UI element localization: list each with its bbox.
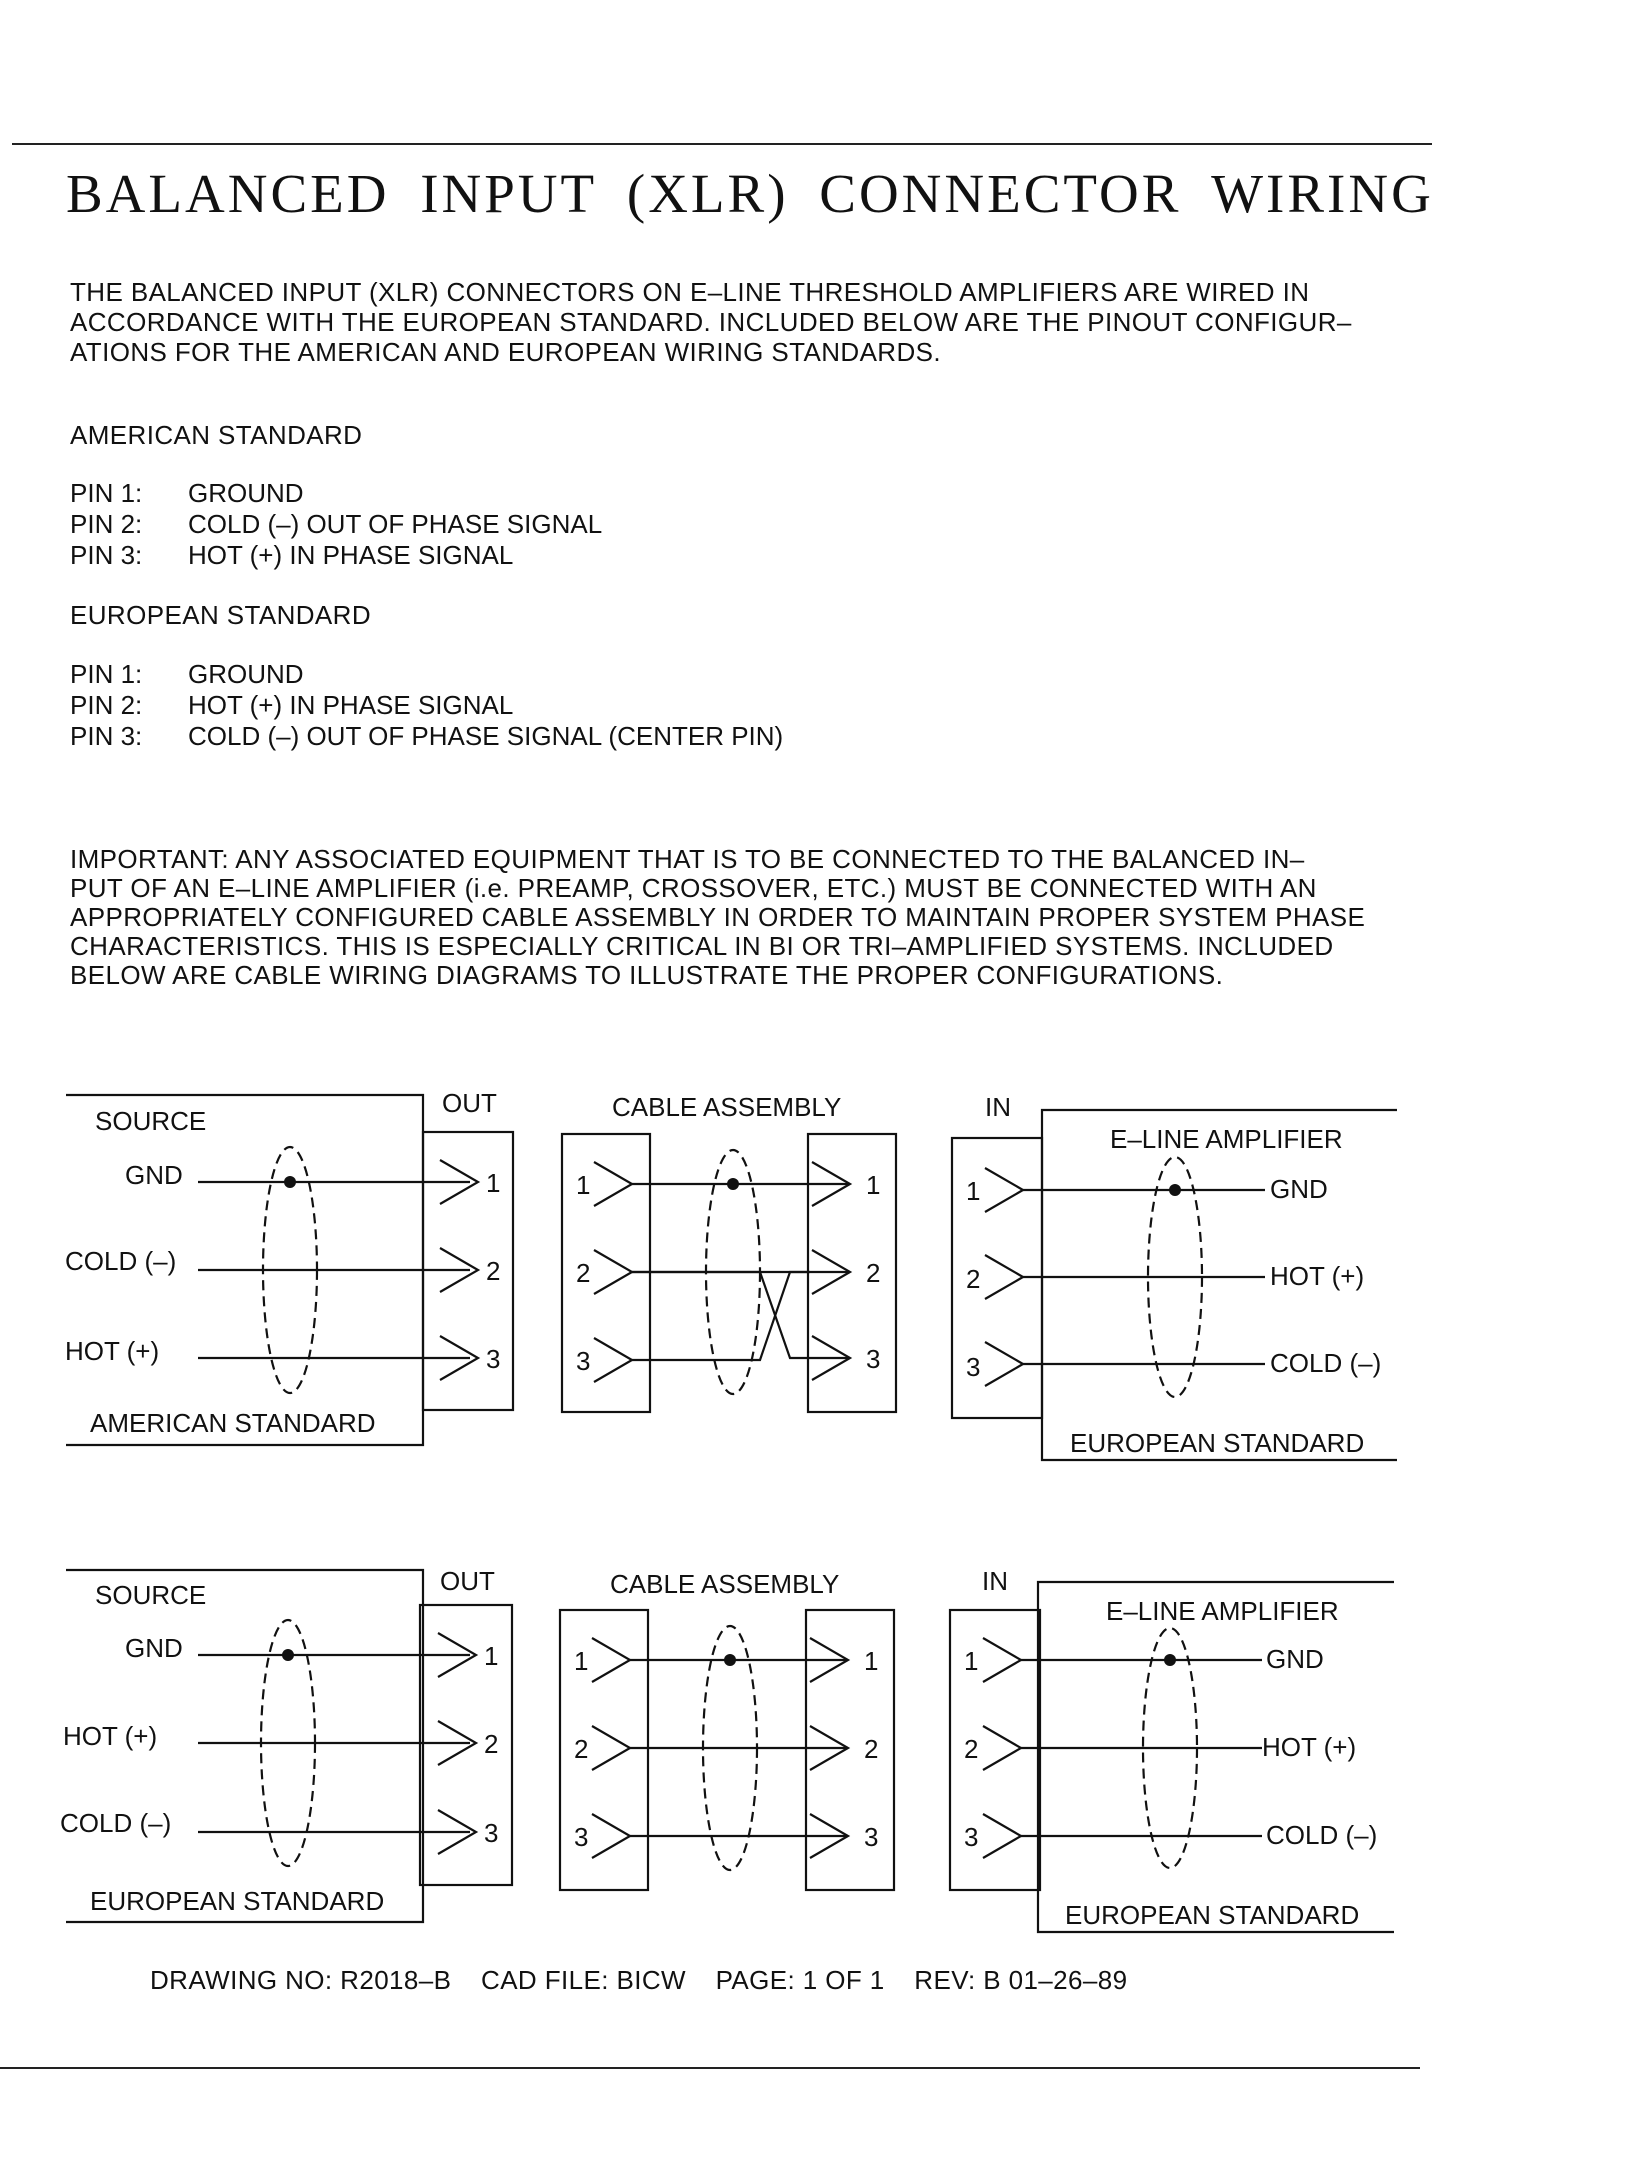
drawing-number: DRAWING NO: R2018–B [150,1965,452,1995]
cad-file: CAD FILE: BICW [481,1965,686,1995]
in-label: IN [982,1566,1008,1596]
pin-number: PIN 2: [70,690,143,720]
pin-number: PIN 2: [70,509,143,539]
pin-arrow [985,1255,1023,1299]
pin-arrow [594,1250,632,1294]
pin-number: 3 [866,1344,881,1374]
source-label: SOURCE [95,1106,207,1136]
source-pin-label: COLD (–) [60,1808,172,1838]
intro-line: THE BALANCED INPUT (XLR) CONNECTORS ON E–LINE THRESHOLD AMPLIFIERS ARE WIRED IN [70,277,1310,307]
source-standard-label: EUROPEAN STANDARD [90,1886,385,1916]
pin-arrow [592,1638,630,1682]
amp-pin-label: GND [1266,1644,1324,1674]
diagram-european-to-european [60,1566,1394,1932]
source-pin-label: HOT (+) [63,1721,158,1751]
pin-number: 1 [964,1646,979,1676]
pin-number: PIN 3: [70,721,143,751]
amp-standard-label: EUROPEAN STANDARD [1065,1900,1360,1930]
drawing-footer [150,1965,1149,1996]
pin-number: 3 [484,1818,499,1848]
pin-description: HOT (+) IN PHASE SIGNAL [188,690,514,720]
pin-arrow [594,1162,632,1206]
pin-number: 2 [486,1256,501,1286]
european-standard-heading: EUROPEAN STANDARD [70,600,372,630]
pin-number: 2 [964,1734,979,1764]
source-standard-label: AMERICAN STANDARD [90,1408,376,1438]
intro-line: ACCORDANCE WITH THE EUROPEAN STANDARD. INCLUDED BELOW ARE THE PINOUT CONFIGUR– [70,307,1352,337]
pin-number: 2 [574,1734,589,1764]
pin-description: COLD (–) OUT OF PHASE SIGNAL [188,509,603,539]
pin-arrow [983,1726,1021,1770]
intro-line: ATIONS FOR THE AMERICAN AND EUROPEAN WIRING STANDARDS. [70,337,942,367]
pin-arrow [985,1342,1023,1386]
pin-number: 3 [966,1352,981,1382]
amp-pin-label: HOT (+) [1270,1261,1365,1291]
pin-arrow [592,1726,630,1770]
pin-arrow [592,1814,630,1858]
amp-pin-label: COLD (–) [1270,1348,1382,1378]
shield-junction-dot [1164,1654,1176,1666]
pin-number: 3 [486,1344,501,1374]
pin-number: 2 [484,1729,499,1759]
pin-arrow [983,1814,1021,1858]
pin-number: 1 [576,1170,591,1200]
source-label: SOURCE [95,1580,207,1610]
important-line: BELOW ARE CABLE WIRING DIAGRAMS TO ILLUSTRATE THE PROPER CONFIGURATIONS. [70,960,1224,990]
pin-description: GROUND [188,478,304,508]
pin-number: 2 [866,1258,881,1288]
pin-number: 1 [486,1168,501,1198]
pin-number: 1 [574,1646,589,1676]
pin-number: 3 [576,1346,591,1376]
pin-number: 2 [576,1258,591,1288]
source-pin-label: COLD (–) [65,1246,177,1276]
amp-standard-label: EUROPEAN STANDARD [1070,1428,1365,1458]
shield-junction-dot [724,1654,736,1666]
pin-number: 3 [964,1822,979,1852]
pin-number: 1 [866,1170,881,1200]
pin-arrow [594,1338,632,1382]
pin-number: 3 [574,1822,589,1852]
source-pin-label: GND [125,1633,183,1663]
pin-description: HOT (+) IN PHASE SIGNAL [188,540,514,570]
amplifier-label: E–LINE AMPLIFIER [1110,1124,1343,1154]
out-label: OUT [440,1566,495,1596]
important-line: PUT OF AN E–LINE AMPLIFIER (i.e. PREAMP, CROSSOVER, ETC.) MUST BE CONNECTED WITH AN [70,873,1317,903]
pin-number: PIN 1: [70,478,143,508]
pin-number: 1 [484,1641,499,1671]
cable-assembly-label: CABLE ASSEMBLY [610,1569,840,1599]
pin-description: COLD (–) OUT OF PHASE SIGNAL (CENTER PIN) [188,721,784,751]
pin-number: 1 [966,1176,981,1206]
important-line: APPROPRIATELY CONFIGURED CABLE ASSEMBLY IN ORDER TO MAINTAIN PROPER SYSTEM PHASE [70,902,1366,932]
cable-right-connector [806,1610,894,1890]
amp-pin-label: GND [1270,1174,1328,1204]
source-pin-label: GND [125,1160,183,1190]
wire-cross [632,1272,850,1358]
pin-arrow [983,1638,1021,1682]
amp-pin-label: HOT (+) [1262,1732,1357,1762]
page-number: PAGE: 1 OF 1 [715,1965,885,1995]
pin-number: 1 [864,1646,879,1676]
pin-number: 2 [864,1734,879,1764]
amplifier-label: E–LINE AMPLIFIER [1106,1596,1339,1626]
pin-arrow [985,1168,1023,1212]
shield-junction-dot [1169,1184,1181,1196]
shield-junction-dot [284,1176,296,1188]
pin-number: PIN 3: [70,540,143,570]
diagram-american-to-european [65,1088,1397,1460]
pin-number: PIN 1: [70,659,143,689]
revision: REV: B 01–26–89 [914,1965,1128,1995]
shield-junction-dot [282,1649,294,1661]
american-standard-heading: AMERICAN STANDARD [70,420,363,450]
wire-cross [632,1272,850,1360]
out-label: OUT [442,1088,497,1118]
amp-pin-label: COLD (–) [1266,1820,1378,1850]
in-label: IN [985,1092,1011,1122]
important-line: CHARACTERISTICS. THIS IS ESPECIALLY CRITICAL IN BI OR TRI–AMPLIFIED SYSTEMS. INCLUDED [70,931,1334,961]
cable-assembly-label: CABLE ASSEMBLY [612,1092,842,1122]
pin-number: 3 [864,1822,879,1852]
page-title: BALANCED INPUT (XLR) CONNECTOR WIRING [66,163,1434,224]
bottom-rule [0,2067,1420,2069]
pin-description: GROUND [188,659,304,689]
shield-junction-dot [727,1178,739,1190]
pin-number: 2 [966,1264,981,1294]
important-line: IMPORTANT: ANY ASSOCIATED EQUIPMENT THAT IS TO BE CONNECTED TO THE BALANCED IN– [70,844,1305,874]
source-pin-label: HOT (+) [65,1336,160,1366]
